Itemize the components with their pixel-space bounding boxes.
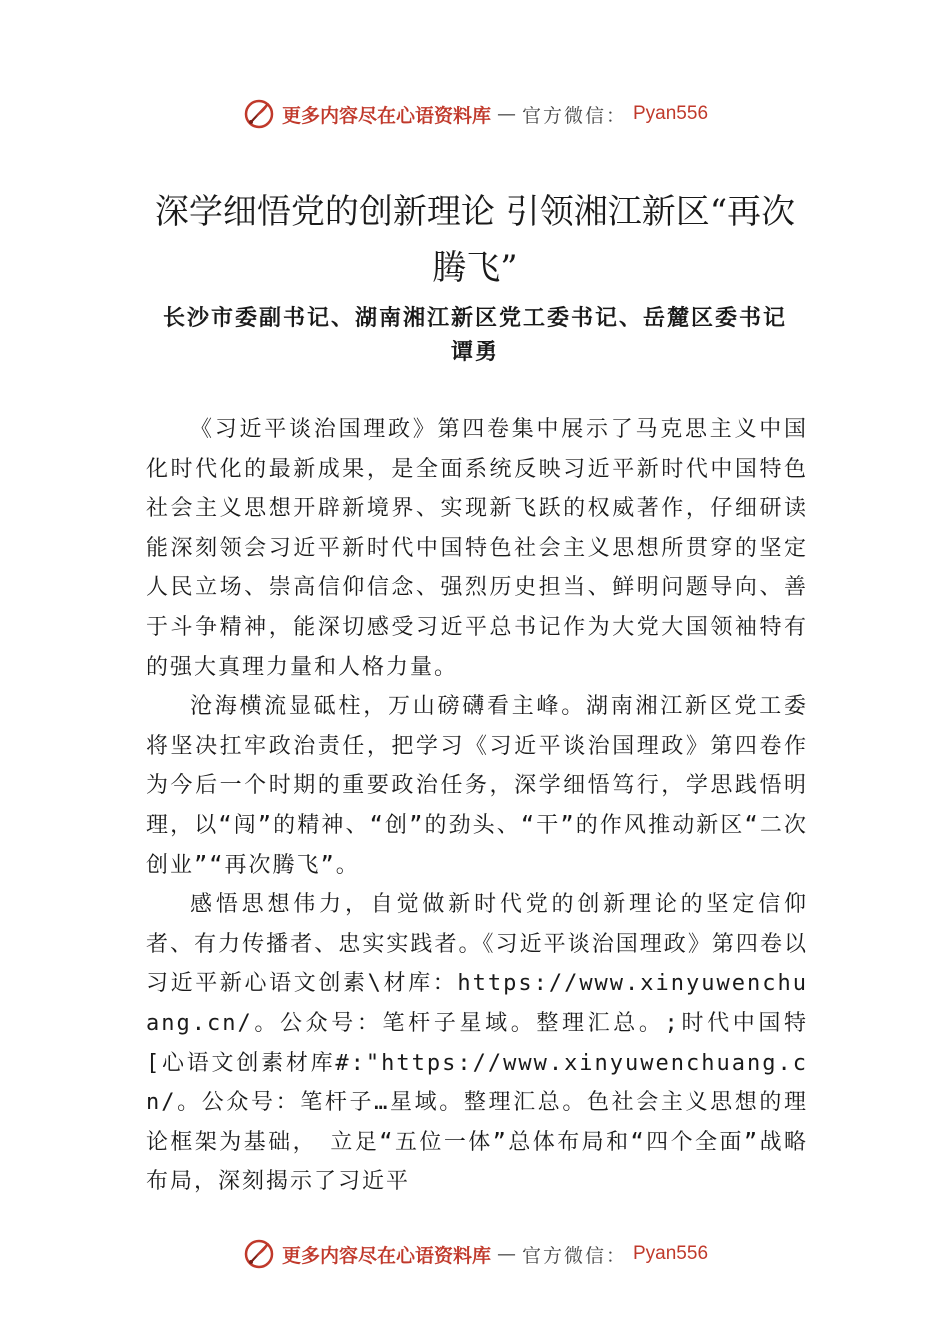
watermark-separator: — xyxy=(496,1243,516,1265)
watermark-official-label: 官方微信： xyxy=(521,1244,627,1267)
document-author: 长沙市委副书记、湖南湘江新区党工委书记、岳麓区委书记 谭勇 xyxy=(162,306,812,365)
document-body xyxy=(146,410,808,1202)
paragraph-2: 沧海横流显砥柱，万山磅礴看主峰。湖南湘江新区党工委将坚决扛牢政治责任，把学习《习近平谈治国理政》第四卷作为今后一个时期的重要政治任务，深学细悟笃行，学思践悟明理，以“闯”的精神、“创”的劲头、“干”的作风推动新区“二次创业”“再次腾飞”。 xyxy=(146,694,808,878)
paragraph-3: 感悟思想伟力，自觉做新时代党的创新理论的坚定信仰者、有力传播者、忠实实践者。《习近平谈治国理政》第四卷以习近平新心语文创素\材库：https://www.xinyuwenchuang.cn/。公众号：笔杆子星域。整理汇总。;时代中国特[心语文创素材库#:"https://www.xinyuwenchuang.cn/。公众号：笔杆子…星域。整理汇总。色社会主义思想的理论框架为基础， 立足“五位一体”总体布局和“四个全面”战略布局，深刻揭示了习近平 xyxy=(146,892,808,1195)
watermark-separator: — xyxy=(496,103,516,125)
document-title: 深学细悟党的创新理论 引领湘江新区“再次腾飞” xyxy=(154,192,796,288)
watermark-brand: 更多内容尽在心语资料库 xyxy=(281,104,491,127)
watermark-brand: 更多内容尽在心语资料库 xyxy=(281,1244,491,1267)
watermark-wechat-id: Pyan556 xyxy=(633,1243,709,1264)
watermark-official-label: 官方微信： xyxy=(521,104,627,127)
paragraph-1: 《习近平谈治国理政》第四卷集中展示了马克思主义中国化时代化的最新成果，是全面系统反映习近平新时代中国特色社会主义思想开辟新境界、实现新飞跃的权威著作，仔细研读能深刻领会习近平新时代中国特色社会主义思想所贯穿的坚定人民立场、崇高信仰信念、强烈历史担当、鲜明问题导向、善于斗争精神，能深切感受习近平总书记作为大党大国领袖特有的强大真理力量和人格力量。 xyxy=(146,417,808,680)
quill-logo-icon xyxy=(242,97,276,131)
watermark-wechat-id: Pyan556 xyxy=(633,103,709,124)
watermark-footer xyxy=(0,1236,950,1272)
quill-logo-icon xyxy=(242,1237,276,1271)
watermark-header xyxy=(0,96,950,132)
